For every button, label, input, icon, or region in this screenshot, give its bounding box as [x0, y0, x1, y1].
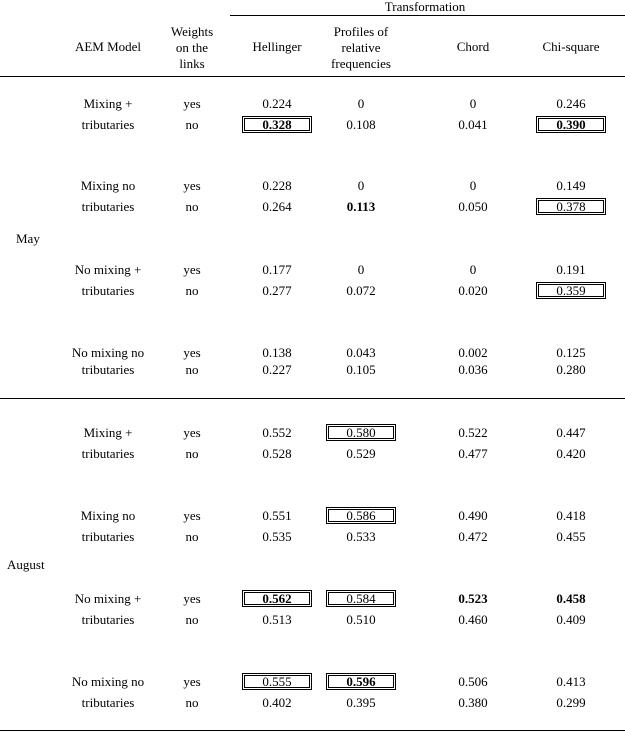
weights-cell: no	[185, 283, 199, 298]
value-cell: 0.105	[346, 362, 376, 377]
value-cell: 0.395	[346, 695, 376, 710]
month-label-may: May	[16, 231, 40, 246]
value-cell: 0	[357, 96, 365, 111]
value-cell: 0.191	[556, 262, 586, 277]
model-label: tributaries	[81, 695, 135, 710]
value-cell: 0.455	[556, 529, 586, 544]
value-cell: 0.552	[262, 425, 292, 440]
value-cell: 0.418	[556, 508, 586, 523]
group-divider	[0, 398, 625, 399]
value-cell: 0.227	[262, 362, 292, 377]
model-label: tributaries	[81, 612, 135, 627]
value-cell: 0.224	[262, 96, 292, 111]
value-cell: 0.535	[262, 529, 292, 544]
col-header-profiles: Profiles of relative frequencies	[331, 24, 391, 71]
value-cell: 0.108	[346, 117, 376, 132]
weights-cell: yes	[183, 178, 201, 193]
weights-cell: yes	[183, 674, 201, 689]
weights-cell: yes	[183, 425, 201, 440]
value-cell: 0.460	[458, 612, 488, 627]
transformation-header: Transformation	[384, 0, 466, 14]
value-cell: 0.533	[346, 529, 376, 544]
value-cell: 0	[469, 178, 477, 193]
value-cell: 0.458	[556, 591, 586, 606]
col-header-chord: Chord	[456, 39, 490, 54]
weights-cell: yes	[183, 345, 201, 360]
header-rule	[0, 76, 625, 77]
value-cell: 0.413	[556, 674, 586, 689]
value-cell: 0.002	[458, 345, 488, 360]
value-cell: 0.522	[458, 425, 488, 440]
bottom-rule	[0, 730, 625, 731]
weights-cell: yes	[183, 591, 201, 606]
value-cell: 0.113	[346, 199, 376, 214]
model-label: tributaries	[81, 199, 135, 214]
weights-cell: no	[185, 446, 199, 461]
value-cell: 0.299	[556, 695, 586, 710]
value-cell: 0.420	[556, 446, 586, 461]
weights-cell: yes	[183, 262, 201, 277]
value-cell: 0.506	[458, 674, 488, 689]
value-cell: 0.228	[262, 178, 292, 193]
value-cell: 0	[469, 96, 477, 111]
value-cell: 0.125	[556, 345, 586, 360]
value-cell: 0.510	[346, 612, 376, 627]
value-cell: 0.050	[458, 199, 488, 214]
model-label: Mixing no	[80, 178, 136, 193]
value-cell: 0.529	[346, 446, 376, 461]
value-cell: 0.149	[556, 178, 586, 193]
value-cell: 0.020	[458, 283, 488, 298]
model-label: tributaries	[81, 117, 135, 132]
model-label: No mixing no	[71, 345, 145, 360]
value-cell: 0.528	[262, 446, 292, 461]
weights-header: Weights on the links	[170, 24, 214, 71]
value-cell: 0.402	[262, 695, 292, 710]
value-cell: 0	[469, 262, 477, 277]
aem-model-header: AEM Model	[74, 39, 142, 54]
weights-cell: no	[185, 529, 199, 544]
value-cell: 0.562	[242, 590, 312, 607]
value-cell: 0.584	[326, 590, 396, 607]
value-cell: 0.246	[556, 96, 586, 111]
value-cell: 0.472	[458, 529, 488, 544]
weights-cell: yes	[183, 508, 201, 523]
model-label: tributaries	[81, 446, 135, 461]
transformation-underline	[230, 15, 625, 16]
model-label: tributaries	[81, 283, 135, 298]
value-cell: 0.036	[458, 362, 488, 377]
model-label: tributaries	[81, 362, 135, 377]
value-cell: 0.523	[458, 591, 488, 606]
weights-cell: no	[185, 695, 199, 710]
col-header-hellinger: Hellinger	[252, 39, 302, 54]
value-cell: 0.280	[556, 362, 586, 377]
model-label: No mixing +	[74, 591, 142, 606]
value-cell: 0.177	[262, 262, 292, 277]
value-cell: 0.138	[262, 345, 292, 360]
value-cell: 0.447	[556, 425, 586, 440]
weights-cell: no	[185, 612, 199, 627]
value-cell: 0.580	[326, 424, 396, 441]
model-label: No mixing no	[71, 674, 145, 689]
col-header-chi-square: Chi-square	[542, 39, 600, 54]
value-cell: 0	[357, 262, 365, 277]
value-cell: 0.551	[262, 508, 292, 523]
value-cell: 0.264	[262, 199, 292, 214]
value-cell: 0.390	[536, 116, 606, 133]
value-cell: 0.072	[346, 283, 376, 298]
weights-cell: yes	[183, 96, 201, 111]
weights-cell: no	[185, 362, 199, 377]
model-label: tributaries	[81, 529, 135, 544]
value-cell: 0.477	[458, 446, 488, 461]
value-cell: 0.586	[326, 507, 396, 524]
value-cell: 0.359	[536, 282, 606, 299]
value-cell: 0.328	[242, 116, 312, 133]
month-label-august: August	[7, 557, 45, 572]
value-cell: 0.041	[458, 117, 488, 132]
value-cell: 0	[357, 178, 365, 193]
model-label: Mixing +	[83, 96, 133, 111]
value-cell: 0.409	[556, 612, 586, 627]
model-label: No mixing +	[74, 262, 142, 277]
value-cell: 0.596	[326, 673, 396, 690]
value-cell: 0.490	[458, 508, 488, 523]
model-label: Mixing +	[83, 425, 133, 440]
value-cell: 0.277	[262, 283, 292, 298]
value-cell: 0.378	[536, 198, 606, 215]
value-cell: 0.043	[346, 345, 376, 360]
model-label: Mixing no	[80, 508, 136, 523]
value-cell: 0.380	[458, 695, 488, 710]
weights-cell: no	[185, 199, 199, 214]
value-cell: 0.555	[242, 673, 312, 690]
weights-cell: no	[185, 117, 199, 132]
value-cell: 0.513	[262, 612, 292, 627]
